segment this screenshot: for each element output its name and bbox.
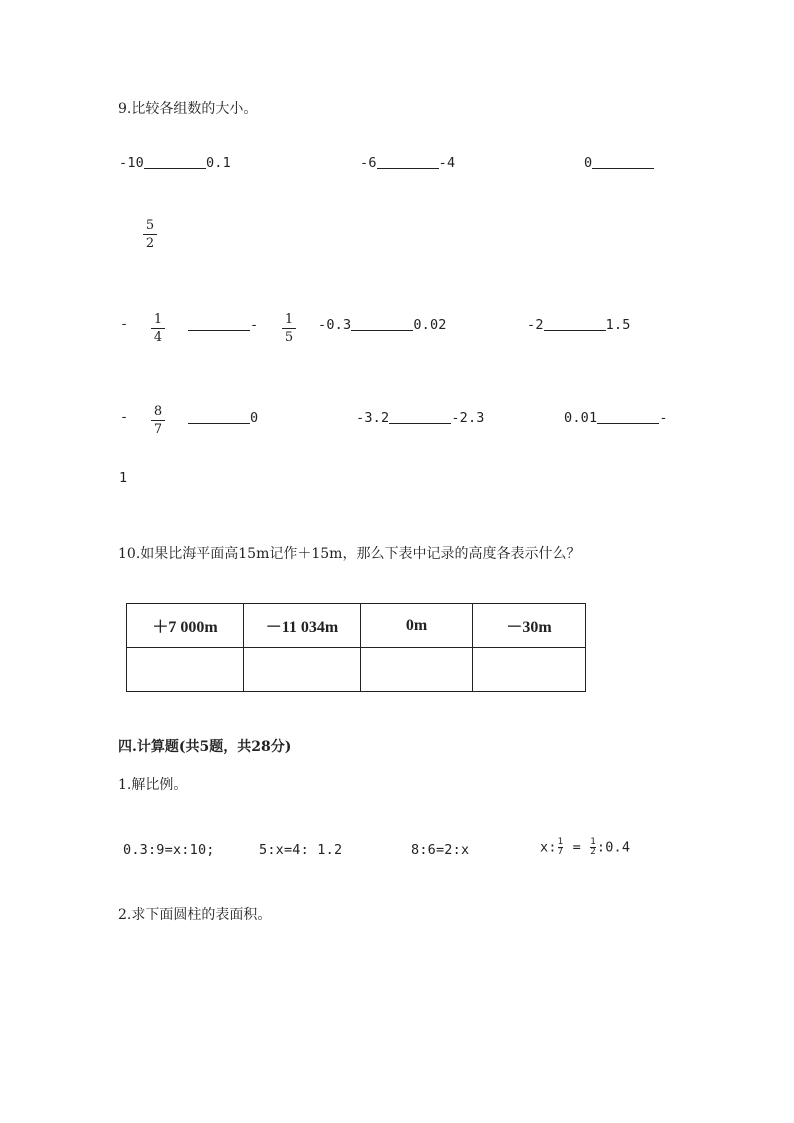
value-left: -6 [360,155,377,171]
answer-blank[interactable] [597,409,659,424]
minus-sign: - [120,409,129,425]
equals-sign: = [572,839,581,856]
value-right: - [659,410,668,426]
value-right: 1.5 [605,317,631,333]
value-right: 0.1 [205,155,231,171]
fraction-bar [143,234,157,235]
proportion-1: 0.3:9=x:10; [123,842,215,858]
compare-item-9 [564,409,668,426]
table-header-cell: 0m [361,604,473,648]
answer-cell[interactable] [361,648,473,692]
compare-item-3 [584,154,654,171]
value-left: -0.3 [318,317,352,333]
minus-sign: - [120,316,129,332]
fraction-8-7 [151,404,165,437]
table-header-row [127,604,586,648]
answer-cell[interactable] [127,648,244,692]
small-fraction-1-7 [558,838,564,857]
fraction-bar [151,328,165,329]
value-right: -4 [438,155,456,171]
compare-item-6 [527,316,631,333]
answer-cell[interactable] [473,648,586,692]
numerator: 1 [153,312,163,327]
numerator: 1 [284,312,294,327]
fraction-1-5 [282,312,296,345]
expr-pre: x: [540,839,557,856]
denominator: 2 [145,236,155,251]
minus-sign: - [250,317,259,333]
denominator: 2 [590,847,596,857]
expr-post: :0.4 [596,839,631,856]
proportion-3: 8:6=2:x [411,842,470,858]
compare-item-4 [188,316,258,333]
answer-blank[interactable] [389,409,451,424]
small-fraction-1-2 [590,838,596,857]
value-left: 0.01 [564,410,598,426]
section-title: 四.计算题(共5题，共28分) [118,739,292,755]
wrapped-value: 1 [119,470,128,486]
question-10-title: 10.如果比海平面高15m记作＋15m，那么下表中记录的高度各表示什么？ [118,546,581,562]
height-table [126,603,586,692]
answer-blank[interactable] [544,316,606,331]
answer-blank[interactable] [592,154,654,169]
value-left: -2 [527,317,544,333]
denominator: 4 [153,330,163,345]
answer-blank[interactable] [188,409,250,424]
denominator: 7 [153,422,163,437]
answer-blank[interactable] [144,154,206,169]
denominator: 7 [557,847,564,857]
value-right: 0 [250,410,259,426]
question-9-title: 9.比较各组数的大小。 [118,101,258,117]
compare-item-2 [360,154,455,171]
answer-cell[interactable] [244,648,361,692]
value-right: -2.3 [451,410,485,426]
table-header-cell: －30m [473,604,586,648]
answer-blank[interactable] [377,154,439,169]
numerator: 1 [590,837,596,847]
compare-item-5 [318,316,447,333]
denominator: 5 [284,330,294,345]
numerator: 5 [145,218,155,233]
compare-item-7 [188,409,258,426]
fraction-5-2 [143,218,157,251]
proportion-4 [540,838,630,857]
value-left: -3.2 [356,410,390,426]
table-header-cell: ＋7 000m [127,604,244,648]
compare-item-8 [356,409,485,426]
fraction-bar [151,420,165,421]
numerator: 8 [153,404,163,419]
numerator: 1 [557,837,564,847]
answer-blank[interactable] [188,316,250,331]
fraction-bar [282,328,296,329]
question-1-title: 1.解比例。 [118,777,188,793]
table-answer-row [127,648,586,692]
value-left: -10 [119,155,144,171]
question-2-title: 2.求下面圆柱的表面积。 [118,907,272,923]
proportion-2: 5:x=4: 1.2 [259,842,343,858]
value-left: 0 [584,155,593,171]
fraction-1-4 [151,312,165,345]
table-header-cell: －11 034m [244,604,361,648]
value-right: 0.02 [413,317,447,333]
answer-blank[interactable] [351,316,413,331]
compare-item-1 [119,154,231,171]
